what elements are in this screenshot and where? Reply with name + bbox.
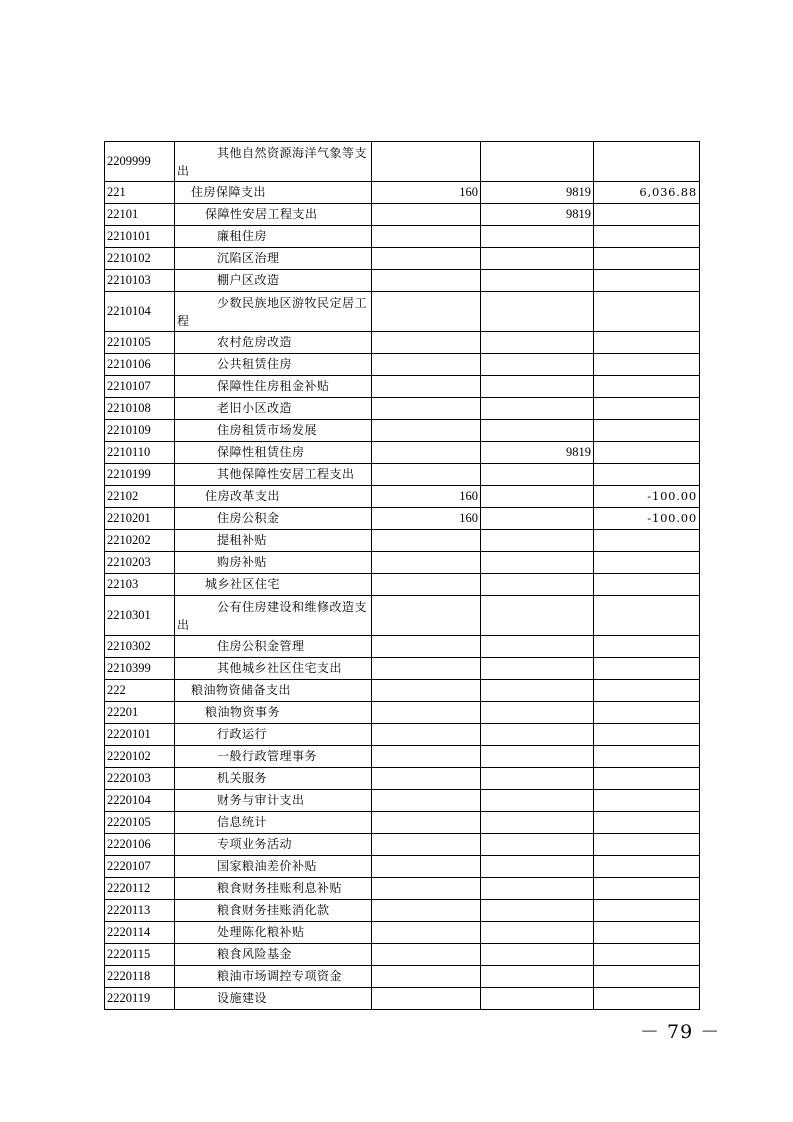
cell-value-1	[372, 204, 481, 226]
cell-name: 提租补贴	[175, 530, 372, 552]
cell-value-2	[481, 966, 594, 988]
cell-name: 城乡社区住宅	[175, 574, 372, 596]
cell-value-3: -100.00	[594, 486, 700, 508]
cell-code: 2210108	[105, 398, 175, 420]
cell-value-3	[594, 248, 700, 270]
cell-code: 2210203	[105, 552, 175, 574]
cell-value-3	[594, 142, 700, 182]
cell-name: 保障性安居工程支出	[175, 204, 372, 226]
cell-code: 2220115	[105, 944, 175, 966]
cell-value-3	[594, 724, 700, 746]
cell-value-2	[481, 878, 594, 900]
cell-code: 221	[105, 182, 175, 204]
cell-value-3	[594, 746, 700, 768]
cell-name: 粮油物资事务	[175, 702, 372, 724]
cell-value-2	[481, 922, 594, 944]
cell-value-1	[372, 226, 481, 248]
cell-code: 2220101	[105, 724, 175, 746]
cell-code: 2220114	[105, 922, 175, 944]
cell-name: 住房租赁市场发展	[175, 420, 372, 442]
cell-name: 设施建设	[175, 988, 372, 1010]
cell-value-2	[481, 574, 594, 596]
cell-code: 2220119	[105, 988, 175, 1010]
cell-value-1	[372, 790, 481, 812]
cell-value-2: 9819	[481, 442, 594, 464]
cell-value-1	[372, 922, 481, 944]
cell-value-2	[481, 376, 594, 398]
cell-value-1	[372, 376, 481, 398]
cell-value-2	[481, 530, 594, 552]
cell-value-3	[594, 922, 700, 944]
cell-value-2	[481, 464, 594, 486]
cell-value-1	[372, 332, 481, 354]
cell-value-3	[594, 812, 700, 834]
cell-name: 其他自然资源海洋气象等支出	[175, 142, 372, 182]
cell-value-2	[481, 292, 594, 332]
table-row	[105, 746, 700, 768]
cell-code: 2210102	[105, 248, 175, 270]
cell-name: 住房保障支出	[175, 182, 372, 204]
cell-value-3	[594, 332, 700, 354]
table-row	[105, 724, 700, 746]
cell-value-2	[481, 486, 594, 508]
cell-value-3	[594, 878, 700, 900]
cell-value-2	[481, 944, 594, 966]
cell-code: 22103	[105, 574, 175, 596]
table-row	[105, 248, 700, 270]
cell-value-1	[372, 724, 481, 746]
cell-value-1	[372, 966, 481, 988]
table-row	[105, 834, 700, 856]
cell-value-2: 9819	[481, 204, 594, 226]
cell-value-2	[481, 552, 594, 574]
cell-value-2	[481, 900, 594, 922]
page-number: － 79 －	[640, 1021, 721, 1043]
cell-value-3	[594, 464, 700, 486]
cell-value-2	[481, 226, 594, 248]
cell-value-3	[594, 856, 700, 878]
cell-code: 2210302	[105, 636, 175, 658]
cell-value-3	[594, 574, 700, 596]
cell-value-3	[594, 790, 700, 812]
cell-value-1	[372, 292, 481, 332]
cell-name: 公共租赁住房	[175, 354, 372, 376]
cell-value-3	[594, 834, 700, 856]
cell-value-3: 6,036.88	[594, 182, 700, 204]
cell-value-1	[372, 988, 481, 1010]
table-row	[105, 204, 700, 226]
cell-code: 2210101	[105, 226, 175, 248]
cell-value-2	[481, 658, 594, 680]
cell-code: 2210103	[105, 270, 175, 292]
cell-value-3	[594, 988, 700, 1010]
table-row	[105, 486, 700, 508]
cell-code: 2210201	[105, 508, 175, 530]
cell-name: 其他保障性安居工程支出	[175, 464, 372, 486]
cell-value-2	[481, 768, 594, 790]
table-body	[105, 142, 700, 1010]
cell-value-2	[481, 702, 594, 724]
cell-value-1	[372, 746, 481, 768]
cell-name: 机关服务	[175, 768, 372, 790]
table-row	[105, 658, 700, 680]
cell-value-1	[372, 552, 481, 574]
cell-code: 2210399	[105, 658, 175, 680]
cell-name: 粮食财务挂账消化款	[175, 900, 372, 922]
table-row	[105, 790, 700, 812]
cell-value-1	[372, 900, 481, 922]
table-row	[105, 988, 700, 1010]
cell-value-3	[594, 900, 700, 922]
cell-value-2	[481, 508, 594, 530]
cell-value-3	[594, 442, 700, 464]
cell-value-1	[372, 270, 481, 292]
cell-value-1	[372, 680, 481, 702]
table-row	[105, 768, 700, 790]
cell-value-3	[594, 702, 700, 724]
table-row	[105, 530, 700, 552]
cell-value-1	[372, 812, 481, 834]
cell-code: 22102	[105, 486, 175, 508]
cell-code: 2210202	[105, 530, 175, 552]
cell-value-2	[481, 790, 594, 812]
cell-value-2	[481, 988, 594, 1010]
cell-value-3	[594, 270, 700, 292]
cell-value-2	[481, 812, 594, 834]
cell-code: 2210104	[105, 292, 175, 332]
table-row	[105, 442, 700, 464]
cell-name: 住房公积金管理	[175, 636, 372, 658]
table-row	[105, 966, 700, 988]
cell-value-2	[481, 856, 594, 878]
cell-code: 2220105	[105, 812, 175, 834]
table-row	[105, 856, 700, 878]
cell-code: 2220113	[105, 900, 175, 922]
cell-name: 行政运行	[175, 724, 372, 746]
cell-value-3	[594, 944, 700, 966]
cell-value-1	[372, 142, 481, 182]
cell-code: 22101	[105, 204, 175, 226]
cell-name: 农村危房改造	[175, 332, 372, 354]
cell-value-3	[594, 680, 700, 702]
cell-value-1	[372, 768, 481, 790]
table-row	[105, 270, 700, 292]
table-row	[105, 574, 700, 596]
cell-value-3	[594, 398, 700, 420]
table-row	[105, 420, 700, 442]
table-row	[105, 354, 700, 376]
cell-value-2	[481, 724, 594, 746]
cell-name: 沉陷区治理	[175, 248, 372, 270]
cell-value-3	[594, 658, 700, 680]
cell-value-3	[594, 966, 700, 988]
cell-value-1	[372, 354, 481, 376]
cell-value-2	[481, 398, 594, 420]
table-row	[105, 596, 700, 636]
cell-value-1	[372, 398, 481, 420]
cell-name: 住房改革支出	[175, 486, 372, 508]
cell-name: 处理陈化粮补贴	[175, 922, 372, 944]
cell-name: 其他城乡社区住宅支出	[175, 658, 372, 680]
cell-code: 22201	[105, 702, 175, 724]
cell-value-1	[372, 596, 481, 636]
cell-code: 2220118	[105, 966, 175, 988]
cell-value-3	[594, 204, 700, 226]
cell-value-1	[372, 702, 481, 724]
cell-code: 2220106	[105, 834, 175, 856]
table-row	[105, 142, 700, 182]
cell-value-2	[481, 142, 594, 182]
table-row	[105, 332, 700, 354]
cell-value-3	[594, 596, 700, 636]
cell-name: 财务与审计支出	[175, 790, 372, 812]
table-row	[105, 464, 700, 486]
cell-name: 保障性住房租金补贴	[175, 376, 372, 398]
cell-name: 公有住房建设和维修改造支出	[175, 596, 372, 636]
cell-code: 2220104	[105, 790, 175, 812]
cell-name: 保障性租赁住房	[175, 442, 372, 464]
cell-value-3	[594, 636, 700, 658]
table-row	[105, 636, 700, 658]
table-row	[105, 226, 700, 248]
table-row	[105, 900, 700, 922]
cell-name: 老旧小区改造	[175, 398, 372, 420]
cell-code: 2210107	[105, 376, 175, 398]
cell-value-1	[372, 834, 481, 856]
cell-code: 2210199	[105, 464, 175, 486]
cell-code: 2220112	[105, 878, 175, 900]
cell-name: 专项业务活动	[175, 834, 372, 856]
table-row	[105, 922, 700, 944]
cell-value-2	[481, 596, 594, 636]
cell-name: 住房公积金	[175, 508, 372, 530]
cell-value-1	[372, 464, 481, 486]
cell-value-1	[372, 636, 481, 658]
cell-name: 粮油市场调控专项资金	[175, 966, 372, 988]
cell-name: 信息统计	[175, 812, 372, 834]
table-row	[105, 944, 700, 966]
cell-code: 2210105	[105, 332, 175, 354]
cell-value-1	[372, 944, 481, 966]
cell-value-3	[594, 420, 700, 442]
table-row	[105, 812, 700, 834]
cell-value-2	[481, 248, 594, 270]
budget-expenditure-table	[104, 141, 700, 1010]
cell-code: 2209999	[105, 142, 175, 182]
cell-value-1	[372, 856, 481, 878]
table-row	[105, 508, 700, 530]
table-row	[105, 552, 700, 574]
cell-name: 国家粮油差价补贴	[175, 856, 372, 878]
cell-value-2	[481, 834, 594, 856]
cell-value-2	[481, 332, 594, 354]
table-row	[105, 702, 700, 724]
cell-value-3	[594, 354, 700, 376]
cell-name: 粮食财务挂账利息补贴	[175, 878, 372, 900]
cell-value-2	[481, 270, 594, 292]
cell-name: 一般行政管理事务	[175, 746, 372, 768]
cell-value-3	[594, 376, 700, 398]
table-row	[105, 292, 700, 332]
cell-value-1	[372, 248, 481, 270]
cell-name: 少数民族地区游牧民定居工程	[175, 292, 372, 332]
table-row	[105, 398, 700, 420]
cell-value-1: 160	[372, 182, 481, 204]
cell-code: 2220102	[105, 746, 175, 768]
cell-name: 棚户区改造	[175, 270, 372, 292]
table-row	[105, 182, 700, 204]
cell-code: 2210110	[105, 442, 175, 464]
cell-code: 2210109	[105, 420, 175, 442]
cell-name: 购房补贴	[175, 552, 372, 574]
cell-name: 粮油物资储备支出	[175, 680, 372, 702]
table-row	[105, 680, 700, 702]
table-row	[105, 376, 700, 398]
cell-value-3	[594, 292, 700, 332]
cell-value-1	[372, 574, 481, 596]
cell-name: 粮食风险基金	[175, 944, 372, 966]
cell-code: 2220107	[105, 856, 175, 878]
cell-value-2	[481, 354, 594, 376]
cell-code: 2210106	[105, 354, 175, 376]
cell-value-1	[372, 530, 481, 552]
cell-value-1: 160	[372, 508, 481, 530]
cell-value-3: -100.00	[594, 508, 700, 530]
cell-value-2	[481, 636, 594, 658]
cell-value-3	[594, 530, 700, 552]
cell-name: 廉租住房	[175, 226, 372, 248]
cell-code: 2220103	[105, 768, 175, 790]
cell-value-3	[594, 552, 700, 574]
cell-value-3	[594, 226, 700, 248]
cell-value-3	[594, 768, 700, 790]
cell-value-1	[372, 658, 481, 680]
cell-code: 222	[105, 680, 175, 702]
table-row	[105, 878, 700, 900]
cell-value-2	[481, 746, 594, 768]
cell-value-1	[372, 878, 481, 900]
cell-value-1: 160	[372, 486, 481, 508]
cell-value-2: 9819	[481, 182, 594, 204]
cell-value-1	[372, 442, 481, 464]
cell-code: 2210301	[105, 596, 175, 636]
cell-value-1	[372, 420, 481, 442]
cell-value-2	[481, 420, 594, 442]
cell-value-2	[481, 680, 594, 702]
